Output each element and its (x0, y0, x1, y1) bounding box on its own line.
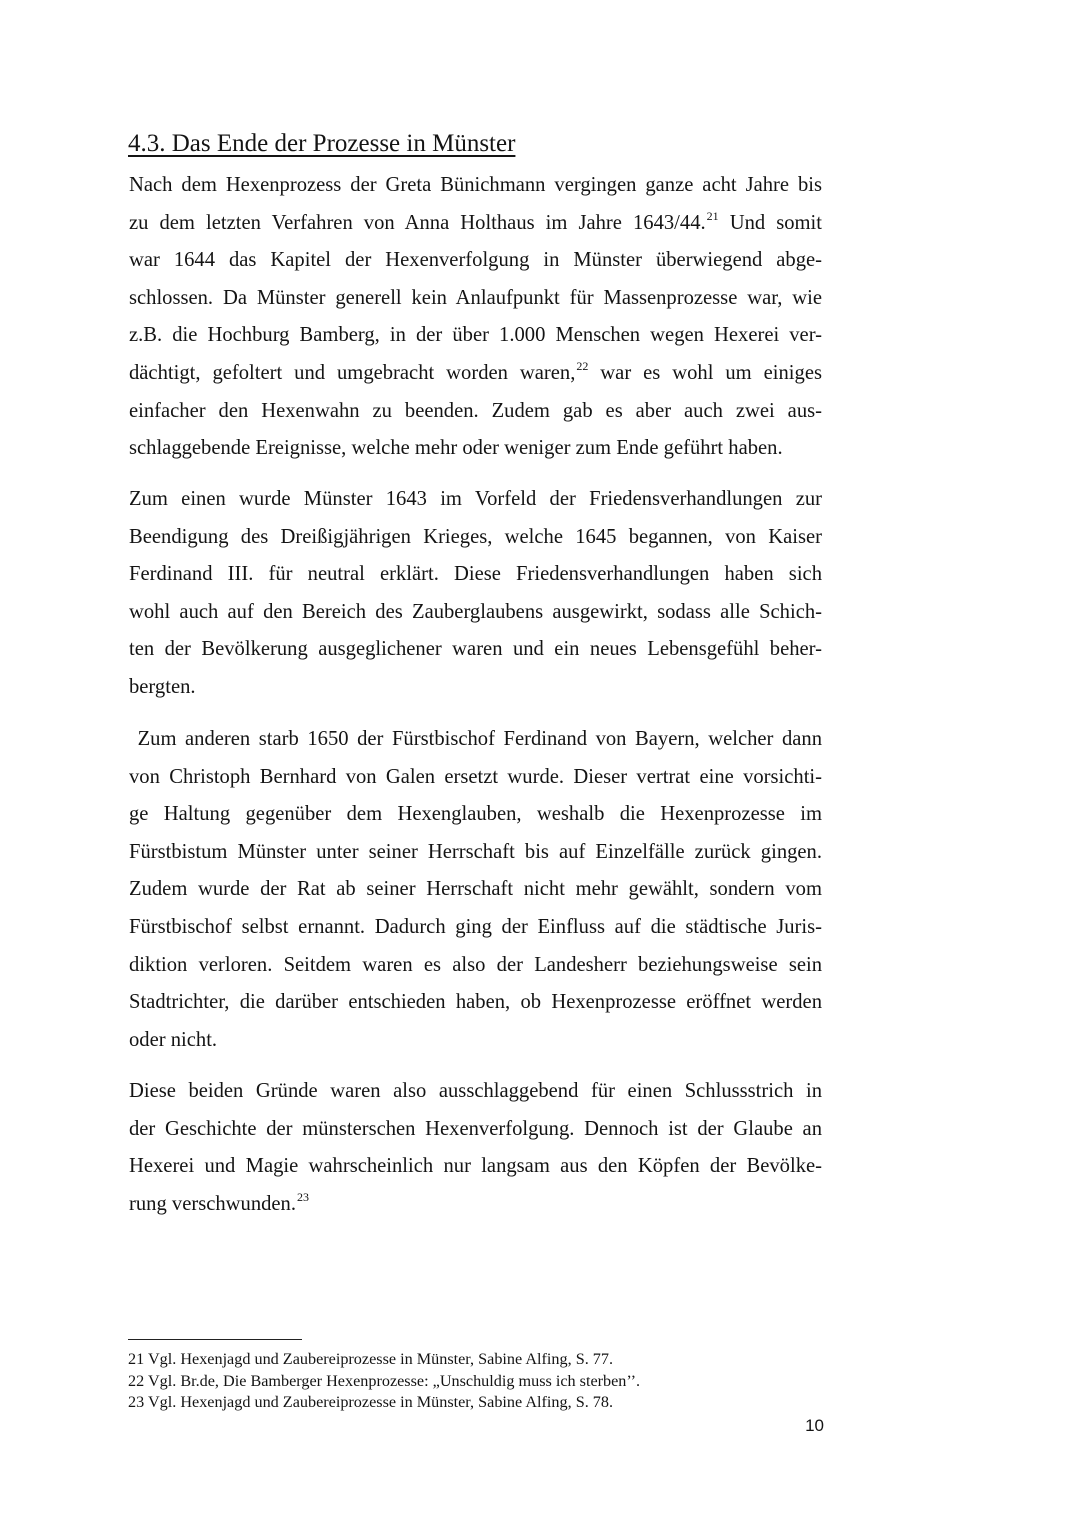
paragraph-line: Zudem wurde der Rat ab seiner Herrschaft nicht mehr gewählt, sondern vom (129, 878, 822, 901)
footnote-21: 21 Vgl. Hexenjagd und Zaubereiprozesse in Münster, Sabine Alfing, S. 77. (128, 1350, 614, 1368)
paragraph-line: war 1644 das Kapitel der Hexenverfolgung in Münster überwiegend abge- (129, 249, 822, 272)
paragraph-line: diktion verloren. Seitdem waren es also der Landesherr beziehungsweise sein (129, 953, 822, 976)
paragraph-line: Hexerei und Magie wahrscheinlich nur langsam aus den Köpfen der Bevölke- (129, 1155, 822, 1178)
paragraph-line: Stadtrichter, die darüber entschieden haben, ob Hexenprozesse eröffnet werden (129, 991, 822, 1014)
paragraph-line: Zum anderen starb 1650 der Fürstbischof Ferdinand von Bayern, welcher dann (129, 728, 822, 750)
footnote-ref-21[interactable]: 21 (706, 208, 719, 223)
paragraph-line: ge Haltung gegenüber dem Hexenglauben, weshalb die Hexenprozesse im (129, 803, 822, 826)
paragraph-line: Diese beiden Gründe waren also ausschlaggebend für einen Schlussstrich in (129, 1080, 822, 1102)
paragraph-line: bergten. (129, 675, 196, 698)
paragraph-line: schlaggebende Ereignisse, welche mehr oder weniger zum Ende geführt haben. (129, 437, 783, 460)
footnote-ref-23[interactable]: 23 (297, 1189, 309, 1204)
paragraph-line: Fürstbistum Münster unter seiner Herrschaft bis auf Einzelfälle zurück gingen. (129, 840, 822, 863)
paragraph-2 (129, 481, 822, 707)
paragraph-line: schlossen. Da Münster generell kein Anlaufpunkt für Massenprozesse war, wie (129, 286, 822, 309)
paragraph-line: einfacher den Hexenwahn zu beenden. Zudem gab es aber auch zwei aus- (129, 399, 822, 422)
page-number: 10 (805, 1416, 824, 1435)
paragraph-line: wohl auch auf den Bereich des Zauberglaubens ausgewirkt, sodass alle Schich- (129, 600, 822, 623)
paragraph-line: Ferdinand III. für neutral erklärt. Diese Friedensverhandlungen haben sich (129, 563, 822, 586)
paragraph-line: oder nicht. (129, 1028, 218, 1051)
paragraph-1 (129, 167, 822, 468)
paragraph-line: der Geschichte der münsterschen Hexenverfolgung. Dennoch ist der Glaube an (129, 1117, 822, 1140)
footnotes-list (128, 1349, 640, 1414)
paragraph-line: dächtigt, gefoltert und umgebracht worden waren,$^{22}$ war es wohl um einiges (129, 358, 822, 384)
paragraph-line: Fürstbischof selbst ernannt. Dadurch ging der Einfluss auf die städtische Juris- (129, 915, 822, 938)
footnote-23: 23 Vgl. Hexenjagd und Zaubereiprozesse in Münster, Sabine Alfing, S. 78. (128, 1393, 614, 1412)
paragraph-line: z.B. die Hochburg Bamberg, in der über 1.000 Menschen wegen Hexerei ver- (129, 324, 822, 347)
paragraph-line: Nach dem Hexenprozess der Greta Bünichmann vergingen ganze acht Jahre bis (129, 174, 822, 196)
paragraph-line: rung verschwunden.$^{23}$ (129, 1189, 309, 1215)
footnote-22: 22 Vgl. Br.de, Die Bamberger Hexenprozesse: „Unschuldig muss ich sterben’’. (128, 1371, 641, 1390)
footnote-ref-22[interactable]: 22 (576, 358, 589, 373)
footnote-separator (128, 1339, 302, 1340)
section-heading: 4.3. Das Ende der Prozesse in Münster (128, 130, 516, 157)
paragraph-line: zu dem letzten Verfahren von Anna Holthaus im Jahre 1643/44.21 Und somit (129, 208, 822, 234)
paragraph-line: von Christoph Bernhard von Galen ersetzt wurde. Dieser vertrat eine vorsichti- (129, 765, 822, 788)
paragraph-3 (129, 721, 822, 1059)
paragraph-4 (129, 1073, 822, 1223)
paragraph-line: Beendigung des Dreißigjährigen Krieges, welche 1645 begannen, von Kaiser (129, 525, 822, 548)
paragraph-line: ten der Bevölkerung ausgeglichener waren und ein neues Lebensgefühl beher- (129, 638, 822, 661)
paragraph-line: Zum einen wurde Münster 1643 im Vorfeld der Friedensverhandlungen zur (129, 488, 822, 510)
